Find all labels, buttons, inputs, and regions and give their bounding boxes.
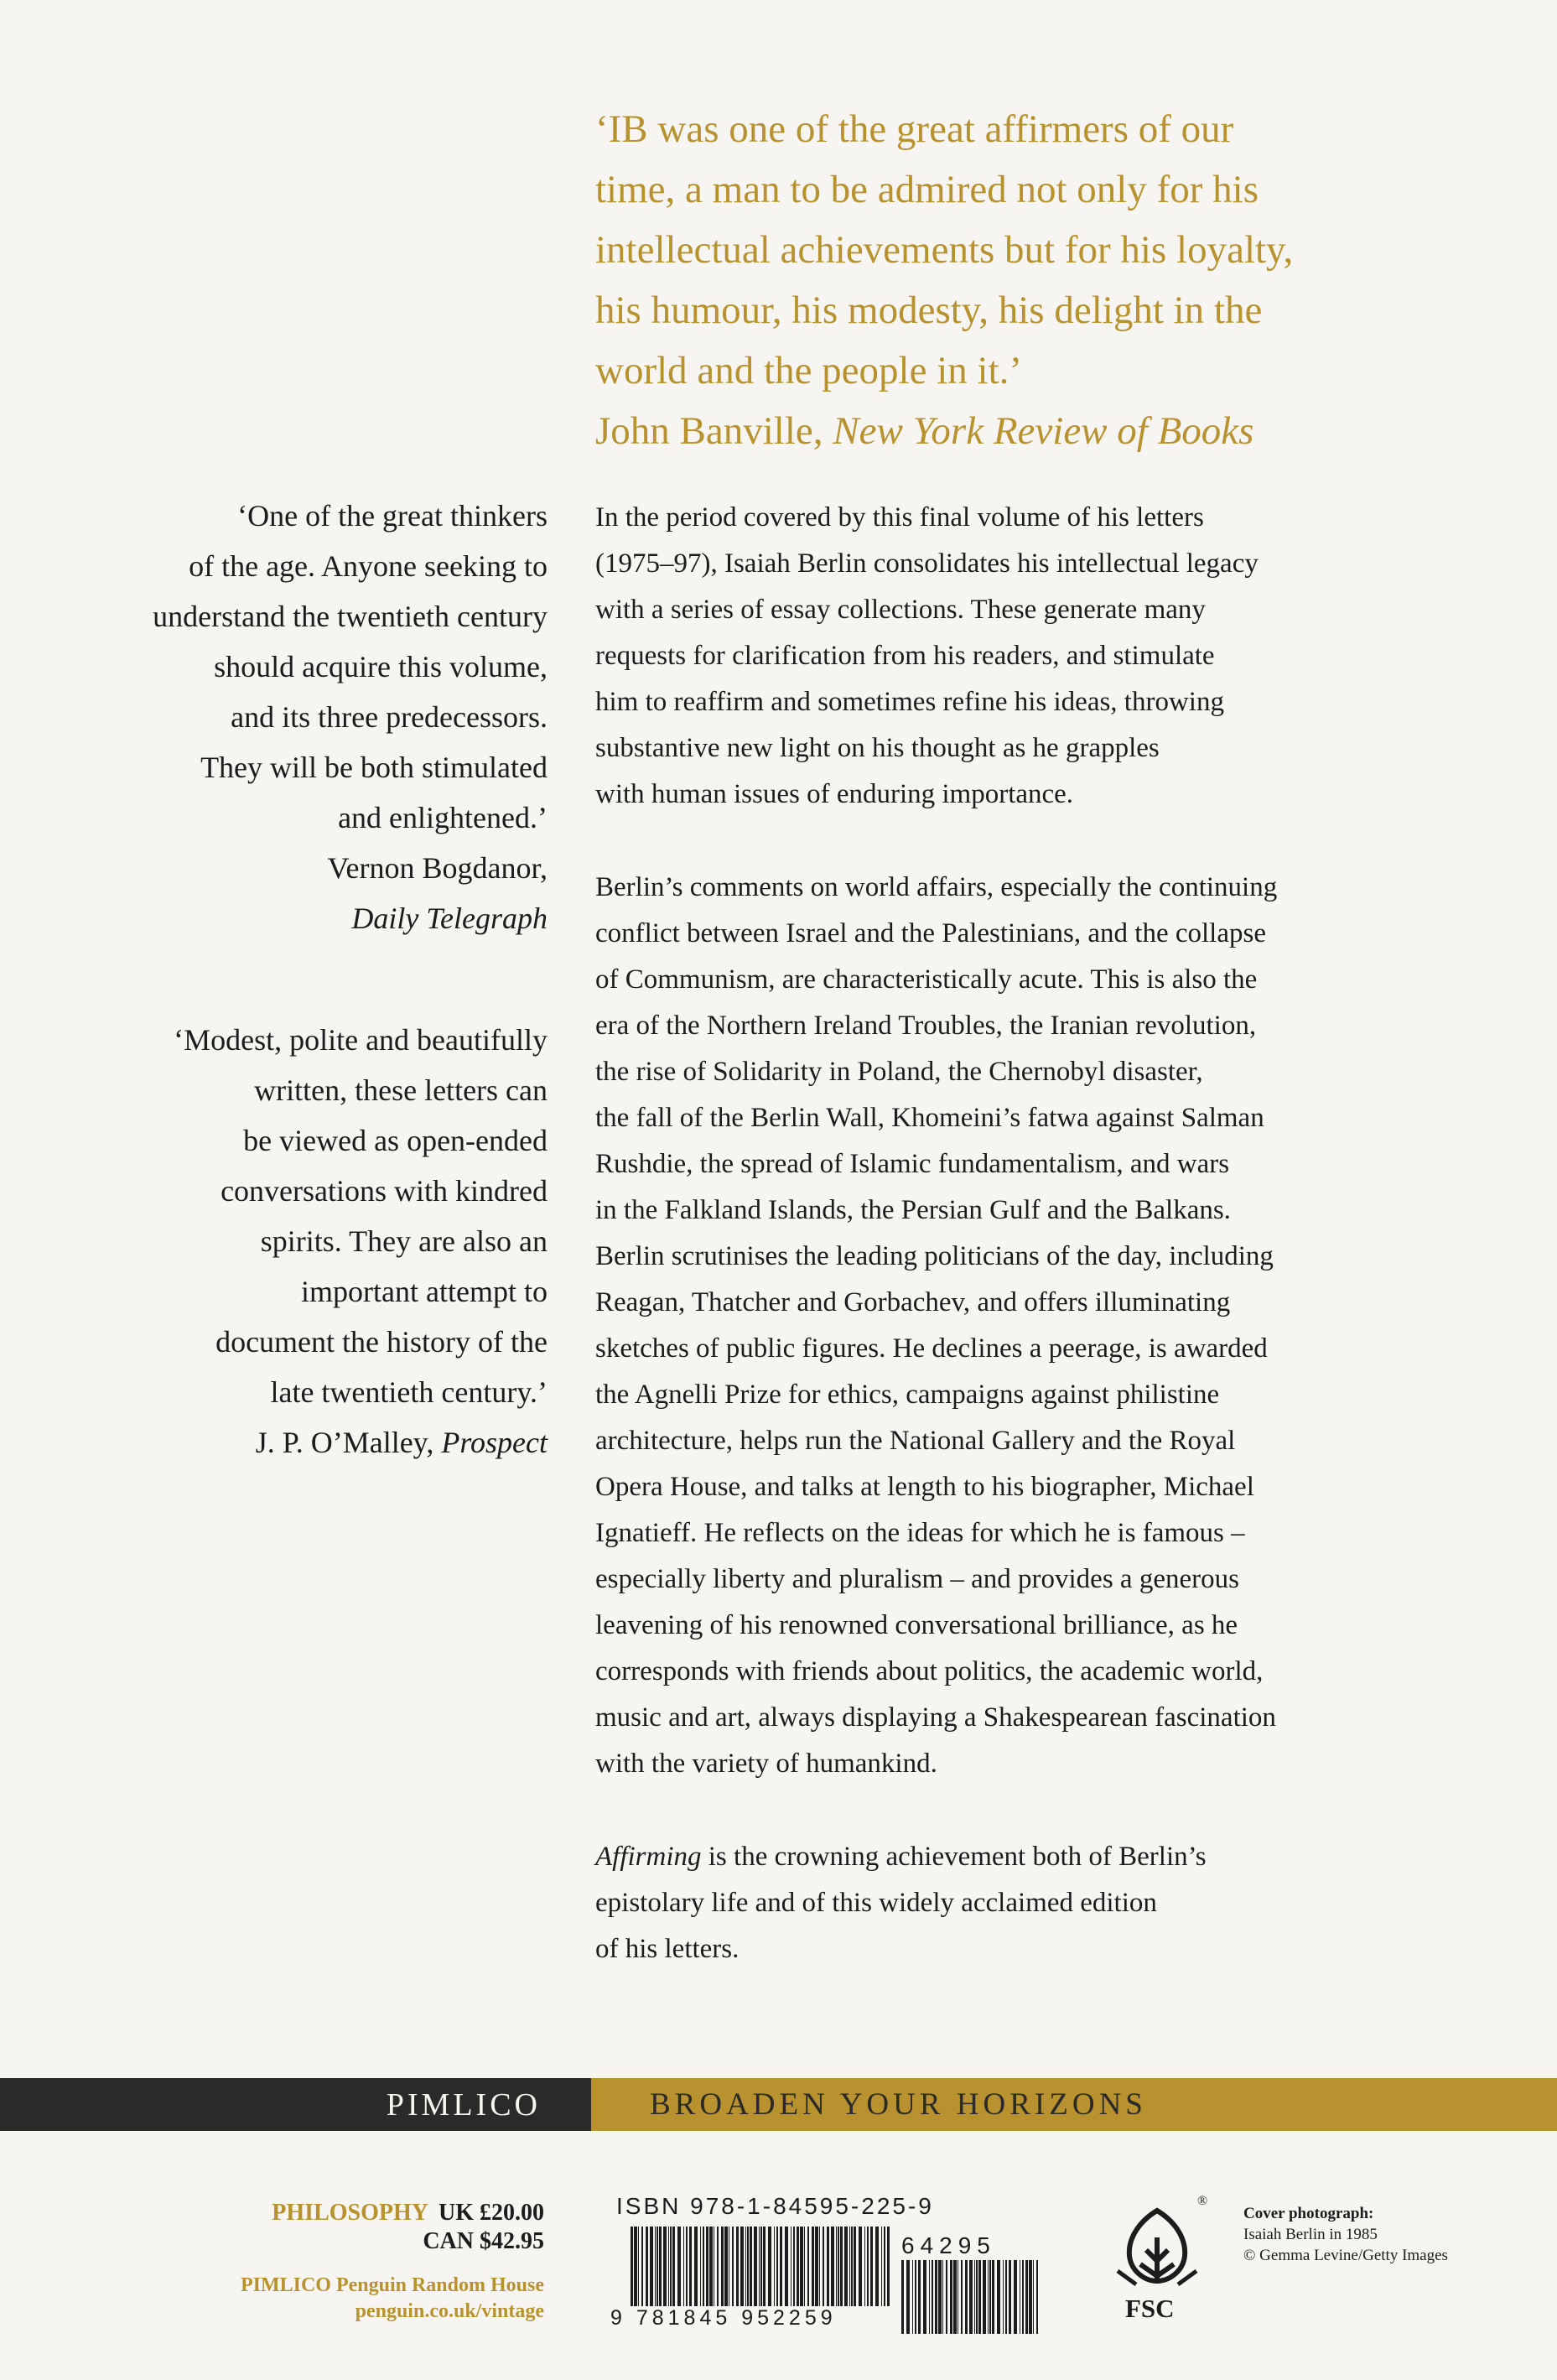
barcode-bar: [1005, 2260, 1007, 2334]
barcode-bar: [634, 2227, 637, 2306]
barcode-bar: [938, 2260, 942, 2334]
quote-line: ‘One of the great thinkers: [237, 499, 548, 533]
barcode-bar: [1014, 2260, 1017, 2334]
barcode-bar: [815, 2227, 818, 2306]
quote-line: spirits. They are also an: [260, 1224, 548, 1258]
barcode-bar: [867, 2227, 869, 2306]
barcode-bar: [800, 2227, 803, 2306]
barcode-bar: [785, 2227, 788, 2306]
barcode-bar: [946, 2260, 947, 2334]
barcode-bar: [655, 2227, 656, 2306]
barcode-bar: [875, 2227, 879, 2306]
barcode-bar: [641, 2227, 643, 2306]
barcode-bar: [840, 2227, 843, 2306]
barcode-bar: [935, 2260, 937, 2334]
top-review-quote: [595, 99, 1442, 461]
registered-mark: ®: [1197, 2194, 1208, 2208]
barcode-bar: [838, 2227, 839, 2306]
quote-source: Daily Telegraph: [351, 902, 548, 935]
barcode-bar: [923, 2260, 926, 2334]
quote-source: Prospect: [441, 1426, 548, 1459]
barcode-bar: [670, 2227, 672, 2306]
barcode-bar: [1036, 2260, 1038, 2334]
barcode-bar: [851, 2227, 853, 2306]
blurb-body: [595, 495, 1518, 2019]
barcode-bar: [992, 2260, 994, 2334]
barcode-bar: [683, 2227, 684, 2306]
barcode-bar: [650, 2227, 653, 2306]
barcode-bar: [797, 2227, 799, 2306]
barcode-bar: [859, 2227, 862, 2306]
barcode-bar: [884, 2227, 885, 2306]
barcode-bar: [961, 2260, 963, 2334]
barcode-bar: [836, 2227, 837, 2306]
barcode-bar: [1009, 2260, 1011, 2334]
barcode-bar: [759, 2227, 760, 2306]
barcode-bar: [694, 2227, 698, 2306]
barcode-bar: [881, 2227, 882, 2306]
category-label: PHILOSOPHY: [272, 2200, 428, 2226]
barcode-bar: [804, 2227, 805, 2306]
credit-line: Isaiah Berlin in 1985: [1243, 2226, 1378, 2243]
quote-line: document the history of the: [215, 1325, 548, 1359]
quote-line: late twentieth century.’: [270, 1375, 548, 1409]
barcode-bar: [988, 2260, 989, 2334]
barcode-bar: [807, 2227, 809, 2306]
addon-digits: 64295: [901, 2232, 996, 2258]
quote-attribution: [44, 1417, 548, 1468]
barcode-bar: [929, 2260, 930, 2334]
barcode-bar: [912, 2260, 913, 2334]
addon-barcode: [901, 2260, 1040, 2334]
quote-line: time, a man to be admired not only for his: [595, 168, 1259, 211]
barcode-bar: [1025, 2260, 1028, 2334]
barcode-bar: [754, 2227, 757, 2306]
barcode-bar: [776, 2227, 778, 2306]
can-price: CAN $42.95: [423, 2228, 544, 2254]
barcode-bar: [844, 2227, 848, 2306]
slogan-band: [591, 2078, 1557, 2131]
barcode-bar: [906, 2260, 910, 2334]
barcode-bar: [672, 2227, 675, 2306]
quote-author: J. P. O’Malley,: [255, 1426, 434, 1459]
barcode-bar: [901, 2260, 904, 2334]
barcode-bar: [870, 2227, 873, 2306]
barcode-bar: [1022, 2260, 1024, 2334]
barcode-bar: [646, 2227, 648, 2306]
barcode-bar: [819, 2227, 820, 2306]
barcode-bar: [732, 2227, 734, 2306]
barcode-bar: [918, 2260, 921, 2334]
barcode-bar: [915, 2260, 916, 2334]
barcode-bar: [760, 2227, 762, 2306]
imprint-name: PIMLICO: [386, 2086, 541, 2123]
quote-line: understand the twentieth century: [153, 600, 548, 633]
barcode-bar: [942, 2260, 943, 2334]
blurb-paragraph-2: Berlin’s comments on world affairs, especially the continuing conflict between Israel and the Palestinians, and the collapse of Communism, are characteristically acute. This is also the era of the Northern Ireland Troubles, the Iranian revolution, the rise of Solidarity in Poland, the Chernobyl disaster, the fall of the Berlin Wall, Khomeini’s fatwa against Salman Rushdie, the spread of Islamic fundamentalism, and wars in the Falkland Islands, the Persian Gulf and the Balkans. Berlin scrutinises the leading politicians of the day, including Reagan, Thatcher and Gorbachev, and offers illuminating sketches of public figures. He declines a peerage, is awarded the Agnelli Prize for ethics, campaigns against philistine architecture, helps run the National Gallery and the Royal Opera House, and talks at length to his biographer, Michael Ignatieff. He reflects on the ideas for which he is famous – especially liberty and pluralism – and provides a generous leavening of his renowned conversational brilliance, as he corresponds with friends about politics, the academic world, music and art, always displaying a Shakespearean fascination with the variety of humankind.: [595, 872, 1278, 1779]
blurb-paragraph-3-text: is the crowning achievement both of Berlin’s epistolary life and of this widely acclaimed edition of his letters.: [595, 1842, 1207, 1964]
barcode-bar: [950, 2260, 952, 2334]
barcode-bar: [703, 2227, 704, 2306]
quote-author: Vernon Bogdanor,: [327, 851, 548, 885]
barcode-bar: [812, 2227, 814, 2306]
quote-line: intellectual achievements but for his loyalty,: [595, 228, 1294, 272]
side-review-quote-1: [44, 491, 548, 943]
barcode-bar: [953, 2260, 957, 2334]
barcode-bar: [965, 2260, 968, 2334]
barcode-bar: [740, 2227, 744, 2306]
side-review-quote-2: [44, 1015, 548, 1468]
slogan-text: BROADEN YOUR HORIZONS: [650, 2087, 1147, 2122]
quote-line: ‘Modest, polite and beautifully: [174, 1023, 548, 1057]
barcode-bar: [768, 2227, 771, 2306]
publisher-name: PIMLICO Penguin Random House: [240, 2274, 544, 2296]
barcode-bar: [793, 2227, 795, 2306]
quote-line: of the age. Anyone seeking to: [189, 549, 548, 583]
barcode-bar: [864, 2227, 865, 2306]
barcode-bar: [717, 2227, 719, 2306]
barcode-bar: [659, 2227, 662, 2306]
isbn-label: ISBN 978-1-84595-225-9: [616, 2193, 934, 2219]
quote-line: ‘IB was one of the great affirmers of our: [595, 107, 1234, 151]
barcode-bar: [1033, 2260, 1034, 2334]
barcode-bar: [721, 2227, 724, 2306]
quote-line: They will be both stimulated: [200, 751, 548, 784]
barcode-bar: [736, 2227, 739, 2306]
barcode-bar: [638, 2227, 639, 2306]
barcode-bar: [989, 2260, 991, 2334]
barcode-bar: [689, 2227, 692, 2306]
barcode-bar: [663, 2227, 667, 2306]
barcode-bar: [747, 2227, 749, 2306]
barcode-bar: [780, 2227, 782, 2306]
credit-heading: Cover photograph:: [1243, 2205, 1374, 2222]
quote-source: New York Review of Books: [833, 409, 1254, 453]
imprint-band: [0, 2078, 591, 2131]
quote-line: and its three predecessors.: [231, 700, 548, 734]
barcode-bar: [668, 2227, 669, 2306]
barcode-bar: [700, 2227, 701, 2306]
barcode-bar: [827, 2227, 829, 2306]
barcode-bar: [631, 2227, 633, 2306]
barcode-bar: [983, 2260, 986, 2334]
publisher-url: penguin.co.uk/vintage: [355, 2300, 544, 2322]
barcode-bar: [978, 2260, 981, 2334]
quote-line: his humour, his modesty, his delight in the: [595, 288, 1263, 332]
barcode-bar: [932, 2260, 933, 2334]
book-title: Affirming: [595, 1842, 702, 1872]
blurb-paragraph-3: [595, 1834, 1518, 1972]
barcode-bar: [974, 2260, 975, 2334]
barcode-bar: [969, 2260, 973, 2334]
barcode-bar: [997, 2260, 1000, 2334]
barcode-bar: [823, 2227, 824, 2306]
quote-line: conversations with kindred: [221, 1174, 548, 1208]
barcode-bar: [745, 2227, 746, 2306]
barcode-bar: [686, 2227, 688, 2306]
quote-line: and enlightened.’: [338, 801, 548, 834]
publisher-block: [241, 2273, 544, 2325]
barcode-bar: [657, 2227, 658, 2306]
barcode-bar: [724, 2227, 728, 2306]
credit-line: © Gemma Levine/Getty Images: [1243, 2247, 1448, 2264]
barcode-bar: [763, 2227, 766, 2306]
quote-line: world and the people in it.’: [595, 349, 1023, 392]
barcode-bar: [677, 2227, 681, 2306]
quote-line: important attempt to: [301, 1275, 548, 1308]
barcode-bar: [854, 2227, 856, 2306]
barcode-bar: [774, 2227, 775, 2306]
quote-line: be viewed as open-ended: [243, 1124, 548, 1157]
barcode-bar: [1003, 2260, 1004, 2334]
price-block: [272, 2199, 544, 2256]
barcode-bar: [887, 2227, 890, 2306]
barcode-bar: [706, 2227, 708, 2306]
barcode-bar: [1029, 2260, 1032, 2334]
barcode-bar: [709, 2227, 713, 2306]
barcode-digits: 9 781845 952259: [610, 2306, 837, 2330]
barcode-bar: [976, 2260, 978, 2334]
quote-line: should acquire this volume,: [214, 650, 548, 683]
quote-author: John Banville,: [595, 409, 823, 453]
fsc-label: FSC: [1125, 2294, 1175, 2323]
uk-price: UK £20.00: [439, 2200, 544, 2226]
barcode-bar: [750, 2227, 752, 2306]
barcode-bar: [831, 2227, 834, 2306]
blurb-paragraph-1: In the period covered by this final volume of his letters (1975–97), Isaiah Berlin consolidates his intellectual legacy with a series of essay collections. These generate many requests for clarification from his readers, and stimulate him to reaffirm and sometimes refine his ideas, throwing substantive new light on his thought as he grapples with human issues of enduring importance.: [595, 502, 1259, 809]
barcode-bar: [849, 2227, 850, 2306]
quote-line: written, these letters can: [254, 1073, 548, 1107]
photo-credits: [1243, 2203, 1448, 2266]
quote-attribution: [595, 401, 1442, 461]
